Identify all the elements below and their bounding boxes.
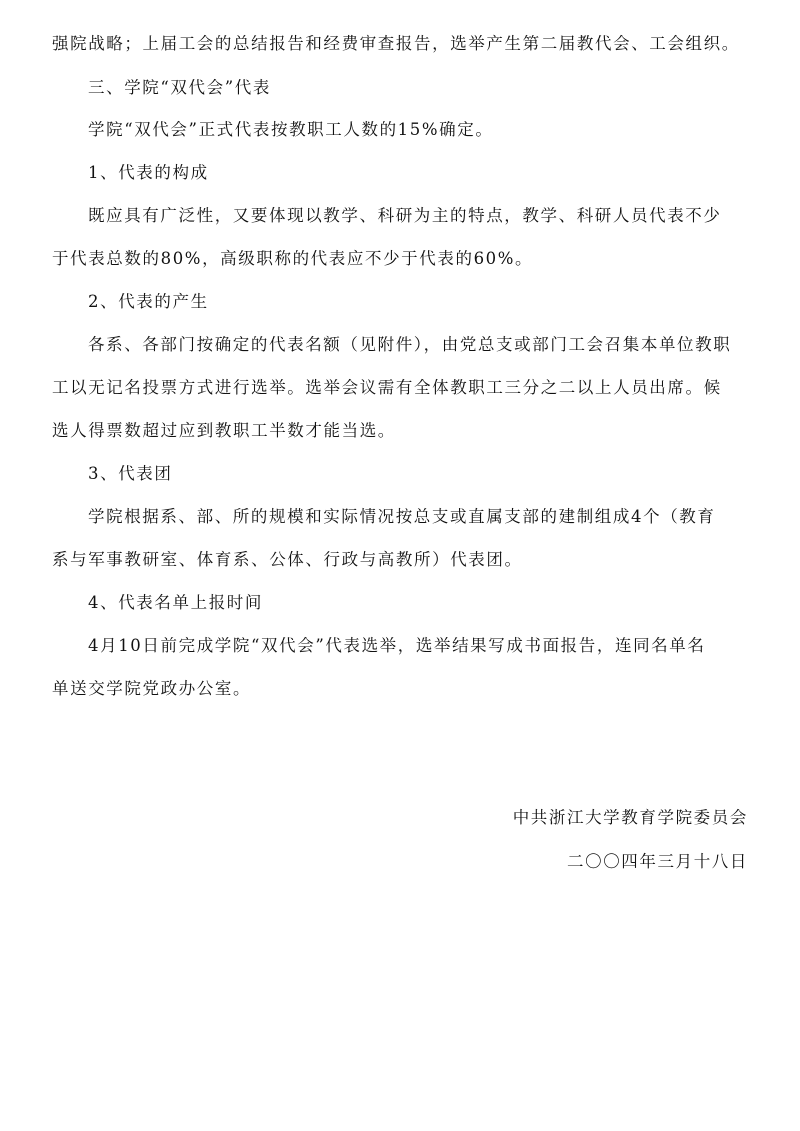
subsection-3-line: 系与军事教研室、体育系、公体、行政与高教所）代表团。 bbox=[52, 550, 523, 569]
continuation-line: 强院战略；上届工会的总结报告和经费审查报告，选举产生第二届教代会、工会组织。 bbox=[52, 34, 740, 53]
section-3-intro: 学院“双代会”正式代表按教职工人数的15%确定。 bbox=[88, 120, 494, 139]
subsection-3-line: 学院根据系、部、所的规模和实际情况按总支或直属支部的建制组成4个（教育 bbox=[88, 507, 716, 526]
signature-organization: 中共浙江大学教育学院委员会 bbox=[512, 808, 748, 827]
subsection-4-heading: 4、代表名单上报时间 bbox=[88, 593, 263, 612]
subsection-4-line: 单送交学院党政办公室。 bbox=[52, 679, 252, 698]
subsection-2-line: 选人得票数超过应到教职工半数才能当选。 bbox=[52, 421, 396, 440]
subsection-1-line: 于代表总数的80%，高级职称的代表应不少于代表的60%。 bbox=[52, 249, 534, 268]
subsection-4-line: 4月10日前完成学院“双代会”代表选举，选举结果写成书面报告，连同名单名 bbox=[88, 636, 706, 655]
subsection-1-line: 既应具有广泛性，又要体现以教学、科研为主的特点，教学、科研人员代表不少 bbox=[88, 206, 722, 225]
subsection-1-heading: 1、代表的构成 bbox=[88, 163, 209, 182]
subsection-3-heading: 3、代表团 bbox=[88, 464, 173, 483]
subsection-2-heading: 2、代表的产生 bbox=[88, 292, 209, 311]
subsection-2-line: 各系、各部门按确定的代表名额（见附件），由党总支或部门工会召集本单位教职 bbox=[88, 335, 732, 354]
section-3-heading: 三、学院“双代会”代表 bbox=[88, 78, 271, 97]
subsection-2-line: 工以无记名投票方式进行选举。选举会议需有全体教职工三分之二以上人员出席。候 bbox=[52, 378, 722, 397]
signature-date: 二〇〇四年三月十八日 bbox=[567, 852, 748, 871]
